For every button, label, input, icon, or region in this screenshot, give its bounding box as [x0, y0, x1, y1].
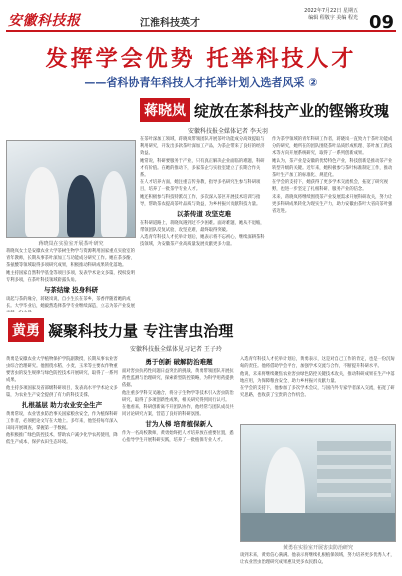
story2-title: 凝聚科技力量 专注害虫治理 — [48, 321, 234, 340]
masthead — [0, 0, 402, 34]
paragraph: 面对害虫抗药性问题日益突出的挑战，黄勇带领团队开展抗药性监测与治理研究，探索新型防控策略，为科学用药提供依据。 — [122, 369, 234, 388]
story1-column-3 — [272, 136, 396, 312]
story1-title: 绽放在茶科技产业的铿锵玫瑰 — [194, 101, 390, 120]
paragraph: 在茶叶深加工领域，蒋晓岚带领团队开展茶叶功能成分高效提取与利用研究，开发出多款茶叶深加工产品，为茶企带来了良好的经济效益。 — [140, 137, 265, 156]
story1-subhead-1: 与茶结缘 投身科研 — [43, 285, 99, 294]
photo-figure — [101, 171, 127, 237]
story2-subhead-1: 扎根基层 助力农业安全生产 — [21, 400, 103, 409]
paragraph: 他主持多项国家及省部级科研项目，发表高水平学术论文多篇，为农业生产安全提供了有力的科技支撑。 — [6, 385, 118, 398]
story2-byline: 安徽科技报全媒体见习记者 王子玲 — [130, 346, 222, 353]
paragraph: 他积极推广绿色防控技术，帮助农户减少化学农药使用，降低生产成本，保护农田生态环境。 — [6, 433, 118, 445]
editor-line: 编辑 程敬宇 美编 程光 — [308, 15, 358, 21]
story2-photo — [240, 424, 396, 542]
paragraph: 入选青年科技人才托举计划后，黄勇表示，这是对自己工作的肯定，也是一份沉甸甸的责任。他将借助学会平台，加强学术交流与合作，不断提升科研水平。 — [240, 357, 395, 369]
paragraph: 在人才培养方面，她注重言传身教，指导多名研究生参与科研项目，培养了一批茶学专业人才。 — [140, 180, 261, 192]
paragraph: 黄勇常说，农业害虫防治事关国家粮食安全，作为植保科研工作者，必须把论文写在大地上。多年来，他坚持每年深入田间开展调查，掌握第一手数据。 — [6, 411, 118, 431]
page-headline: 发挥学会优势 托举科技人才 — [45, 46, 357, 72]
story2-subhead-3: 甘为人梯 培育植保新人 — [145, 420, 213, 428]
photo-figure — [25, 167, 59, 237]
story2-column-3 — [240, 356, 396, 420]
story1-column-1 — [6, 248, 136, 312]
paragraph: 她常说，科研要服务于产业，只有真正解决企业面临的难题，科研才有价值。在她的推动下，多家茶企与实验室建立了长期合作关系。 — [140, 158, 265, 178]
page-subheadline: ——省科协青年科技人才托举计划入选者风采 ② — [84, 76, 318, 89]
story1-byline: 安徽科技报全媒体记者 李天羽 — [188, 128, 268, 135]
story2-column-2 — [122, 356, 236, 570]
paragraph: 在学会的支持下，他参加了多次学术会议，与国内外专家学者深入交流，拓宽了研究思路，也收获了宝贵的合作机会。 — [240, 386, 395, 398]
paragraph: 他注重多学科交叉融合，将分子生物学等技术引入害虫防治研究，取得了多项创新性成果，相关研究得到同行认可。 — [122, 390, 234, 403]
column-name: 江淮科技英才 — [140, 18, 200, 29]
paragraph: 谈到未来，黄勇信心满满。他表示将继续扎根植保领域，努力培养更多优秀人才，让农业害虫治理研究成果惠及更多农民群众。 — [240, 553, 395, 565]
paragraph: 入选青年科技人才托举计划后，她表示将不忘初心，继续深耕茶科技领域，为安徽茶产业高质量发展贡献更多力量。 — [140, 235, 265, 247]
date-line: 2022年7月22日 星期五 — [304, 8, 358, 14]
story1-photo-caption: 蒋晓岚在实验室开展茶叶研究 — [38, 241, 104, 247]
paragraph: 黄勇是安徽农业大学植物保护学院副教授，长期从事农业害虫综合治理研究。他围绕水稻、小麦、玉米等主要农作物重要害虫的发生规律与绿色防控技术开展研究，取得了一系列成果。 — [6, 357, 118, 383]
paragraph: 她主持国家自然科学基金等项目多项，发表学术论文多篇，授权发明专利多项，在茶叶科技领域崭露头角。 — [6, 270, 135, 283]
story1-subhead-2: 以茶传道 攻坚克难 — [176, 209, 232, 218]
issue-date — [304, 8, 358, 22]
photo-bench — [241, 513, 396, 542]
story2-subhead-2: 勇于创新 破解防治难题 — [145, 358, 213, 366]
story1-column-2 — [140, 136, 268, 312]
paragraph: 蒋晓岚女士是安徽农业大学茶树生物学与资源利用国家重点实验室的青年教师，长期从事茶叶深加工与功能成分研究工作。她在茶多酚、茶氨酸等领域取得多项研究成果，积极推动科研成果转化落地。 — [6, 249, 135, 268]
paragraph: 他说，未来将继续聚焦农业害虫绿色防控关键技术攻关，推动科研成果在生产中落地应用，为保障粮食安全、助力乡村振兴贡献力量。 — [240, 371, 395, 384]
paragraph: 她认为，茶产业是安徽的优势特色产业，科技创新是推动茶产业转型升级的关键。近年来，她积极参与茶叶标准制定工作，推动茶叶生产加工的标准化、规范化。 — [272, 158, 393, 178]
paragraph: 谈起与茶的缘分，蒋晓岚说，自小生长在茶乡，茶香伴随着她的成长。大学毕业后，她毅然选择茶学专业继续深造，立志为茶产业发展 — [6, 296, 135, 309]
photo-lab-shelf — [317, 441, 391, 501]
header-divider — [6, 30, 396, 32]
story1-photo — [6, 140, 136, 238]
story2-column-4 — [240, 552, 396, 572]
story2-heading — [8, 318, 233, 342]
paragraph: 作为一名高校教师，黄勇始终把人才培养放在重要位置，悉心指导学生开展科研实践，培养了一批植保专业人才。 — [122, 431, 234, 443]
paragraph: 在他看来，科研创新离不开团队协作，他经常与团队成员共同讨论研究方案，营造了良好的科研氛围。 — [122, 405, 234, 417]
story1-name: 蒋晓岚 — [140, 98, 190, 122]
photo-figure — [67, 175, 95, 237]
page-number: 09 — [368, 12, 394, 33]
paragraph: 在科研道路上，蒋晓岚遇到过不少困难。面对难题，她从不退缩，带领团队反复试验、攻坚克难，最终取得突破。 — [140, 220, 265, 233]
paragraph: 未来，蒋晓岚将继续围绕茶产业发展需求开展科研攻关，努力让更多科研成果转化为现实生产力，助力安徽由茶叶大省向茶叶强省迈进。 — [272, 194, 393, 214]
story2-photo-caption: 黄勇在实验室开展害虫防治研究 — [282, 545, 353, 551]
paragraph: 在学会的支持下，她获得了更多学术交流机会，拓宽了研究视野，也进一步坚定了扎根科研、服务产业的信念。 — [272, 180, 389, 192]
paragraph: 她还积极参与科技特派员工作，多次深入茶区开展技术培训与指导，帮助茶农提高茶叶品质与效益，为乡村振兴贡献科技力量。 — [140, 194, 261, 207]
story2-column-1 — [6, 356, 118, 570]
newspaper-logo: 安徽科技报 — [8, 13, 81, 29]
story2-name: 黄勇 — [8, 318, 44, 342]
story1-heading — [140, 98, 389, 122]
paragraph: 作为茶学领域的青年科研工作者，蒋晓岚一直致力于茶叶功能成分的研究，她所在的团队围绕茶叶品质形成机理、茶叶加工新技术等方向开展系统研究，取得了一系列创新成果。 — [272, 137, 393, 156]
